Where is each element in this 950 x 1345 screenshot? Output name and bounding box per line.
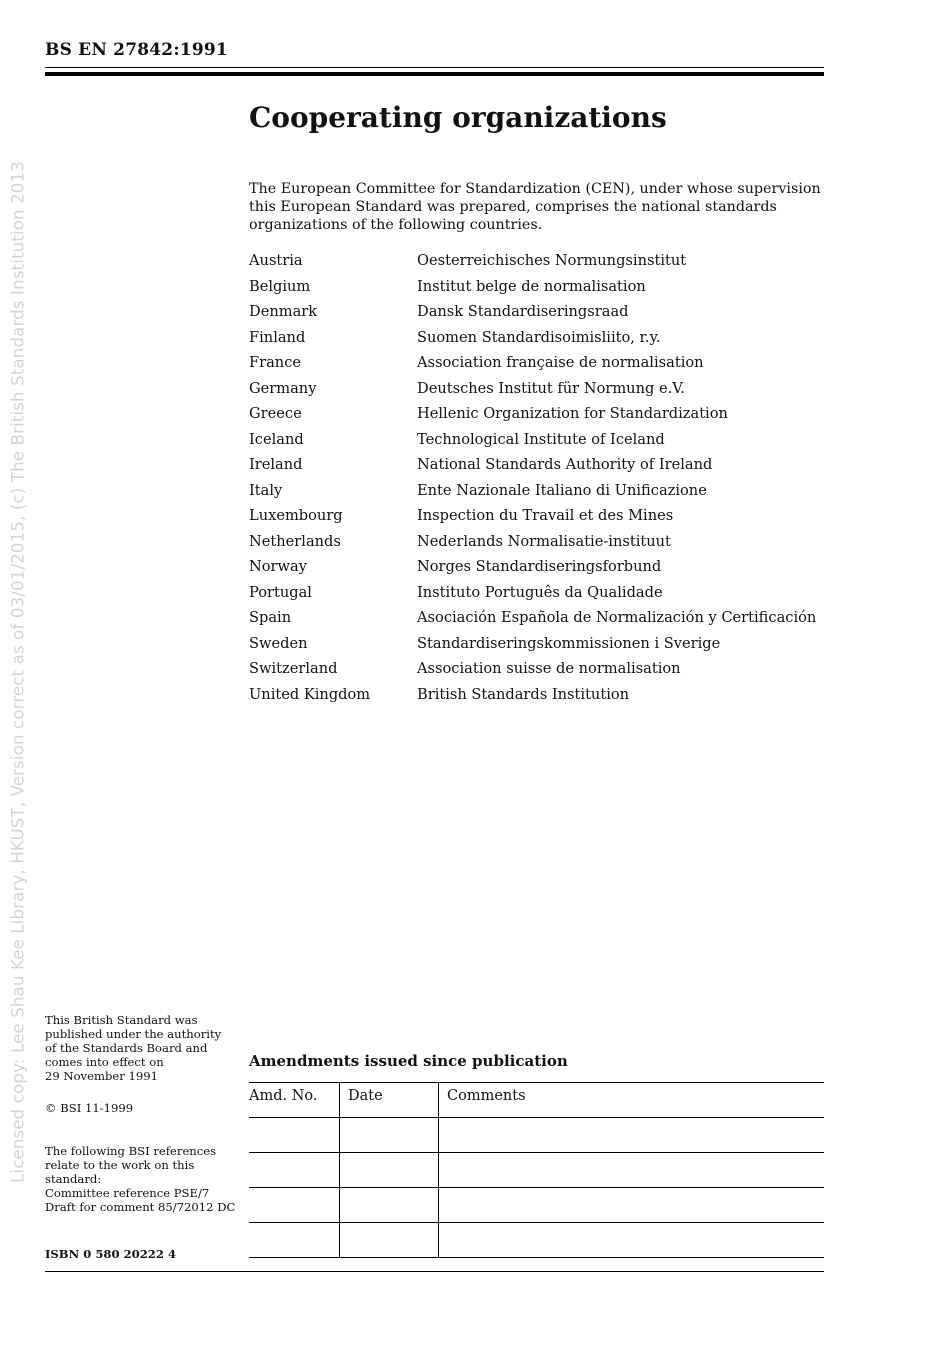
country-name: Belgium <box>249 277 311 295</box>
amendments-table <box>249 1082 824 1258</box>
list-item <box>249 609 829 635</box>
publication-note <box>45 1013 240 1083</box>
country-name: Norway <box>249 558 307 575</box>
date-cell <box>340 1153 439 1188</box>
country-name: Netherlands <box>249 532 341 550</box>
country-name: Germany <box>249 379 317 397</box>
country-name: Sweden <box>249 634 308 652</box>
country-name: Ireland <box>249 456 303 473</box>
standards-body-name: Association suisse de normalisation <box>417 660 681 677</box>
standards-body-name: Suomen Standardisoimisliito, r.y. <box>417 328 661 346</box>
amendments-title: Amendments issued since publication <box>249 1052 568 1070</box>
document-id: BS EN 27842:1991 <box>45 40 228 60</box>
list-item <box>249 431 829 457</box>
standards-body-name: Institut belge de normalisation <box>417 277 646 295</box>
standards-body-name: Nederlands Normalisatie-instituut <box>417 532 671 550</box>
list-item <box>249 482 829 508</box>
standards-body-name: Association française de normalisation <box>417 354 704 371</box>
list-item <box>249 584 829 610</box>
column-header-comments: Comments <box>439 1083 825 1118</box>
list-item <box>249 558 829 584</box>
references-note-line: relate to the work on this <box>45 1158 195 1172</box>
list-item <box>249 380 829 406</box>
country-name: Finland <box>249 328 306 346</box>
intro-paragraph: The European Committee for Standardization (CEN), under whose supervision this European Standard was prepared, comprises the national standards organizations of the following countries. <box>249 181 821 233</box>
country-name: Portugal <box>249 583 312 601</box>
date-cell <box>340 1188 439 1223</box>
list-item <box>249 405 829 431</box>
standards-body-name: National Standards Authority of Ireland <box>417 456 713 473</box>
comments-cell <box>439 1223 825 1258</box>
publication-note-line: comes into effect on <box>45 1055 164 1069</box>
amd-no-cell <box>249 1223 340 1258</box>
references-note-line: The following BSI references <box>45 1144 217 1158</box>
standards-body-name: Standardiseringskommissionen i Sverige <box>417 634 721 652</box>
amd-no-cell <box>249 1188 340 1223</box>
licence-watermark: Licensed copy: Lee Shau Kee Library, HKUST, Version correct as of 03/01/2015, (c) The British Standards Institution 2013 <box>8 161 28 1183</box>
publication-note-line: This British Standard was <box>45 1013 198 1027</box>
list-item <box>249 507 829 533</box>
references-note-line: Draft for comment 85/72012 DC <box>45 1200 236 1214</box>
country-name: Iceland <box>249 430 304 448</box>
standards-body-name: Technological Institute of Iceland <box>417 430 665 448</box>
table-row <box>249 1188 824 1223</box>
list-item <box>249 660 829 686</box>
table-row <box>249 1153 824 1188</box>
country-name: Austria <box>249 252 303 269</box>
list-item <box>249 635 829 661</box>
organization-list <box>249 252 829 711</box>
date-cell <box>340 1118 439 1153</box>
list-item <box>249 252 829 278</box>
table-row <box>249 1223 824 1258</box>
country-name: Denmark <box>249 303 318 320</box>
references-note <box>45 1144 240 1214</box>
date-cell <box>340 1223 439 1258</box>
standards-body-name: Hellenic Organization for Standardization <box>417 405 728 422</box>
footer-rule <box>45 1271 824 1272</box>
header-rule-thin <box>45 67 824 68</box>
standards-body-name: Asociación Española de Normalización y Certificación <box>417 609 817 626</box>
standards-body-name: Norges Standardiseringsforbund <box>417 558 662 575</box>
country-name: France <box>249 354 302 371</box>
list-item <box>249 303 829 329</box>
standards-body-name: Deutsches Institut für Normung e.V. <box>417 379 685 397</box>
comments-cell <box>439 1118 825 1153</box>
amd-no-cell <box>249 1153 340 1188</box>
country-name: Luxembourg <box>249 507 343 524</box>
references-note-line: Committee reference PSE/7 <box>45 1186 210 1200</box>
copyright-note: © BSI 11-1999 <box>45 1101 134 1115</box>
standards-body-name: Instituto Português da Qualidade <box>417 583 663 601</box>
list-item <box>249 354 829 380</box>
standards-body-name: British Standards Institution <box>417 685 630 703</box>
isbn: ISBN 0 580 20222 4 <box>45 1247 177 1261</box>
list-item <box>249 533 829 559</box>
country-name: Italy <box>249 481 283 499</box>
table-row <box>249 1118 824 1153</box>
column-header-date: Date <box>340 1083 439 1118</box>
references-note-line: standard: <box>45 1172 102 1186</box>
country-name: United Kingdom <box>249 685 371 703</box>
standards-body-name: Inspection du Travail et des Mines <box>417 507 674 524</box>
country-name: Switzerland <box>249 660 338 677</box>
standards-body-name: Ente Nazionale Italiano di Unificazione <box>417 481 707 499</box>
publication-note-line: 29 November 1991 <box>45 1069 158 1083</box>
publication-note-line: published under the authority <box>45 1027 222 1041</box>
list-item <box>249 278 829 304</box>
amd-no-cell <box>249 1118 340 1153</box>
list-item <box>249 686 829 712</box>
list-item <box>249 329 829 355</box>
column-header-amd-no: Amd. No. <box>249 1083 340 1118</box>
standards-body-name: Oesterreichisches Normungsinstitut <box>417 252 687 269</box>
country-name: Spain <box>249 609 292 626</box>
amendments-header-row <box>249 1083 824 1118</box>
comments-cell <box>439 1188 825 1223</box>
country-name: Greece <box>249 405 302 422</box>
header-rule-thick <box>45 72 824 76</box>
publication-note-line: of the Standards Board and <box>45 1041 208 1055</box>
standards-body-name: Dansk Standardiseringsraad <box>417 303 629 320</box>
comments-cell <box>439 1153 825 1188</box>
page-title: Cooperating organizations <box>249 101 667 134</box>
list-item <box>249 456 829 482</box>
